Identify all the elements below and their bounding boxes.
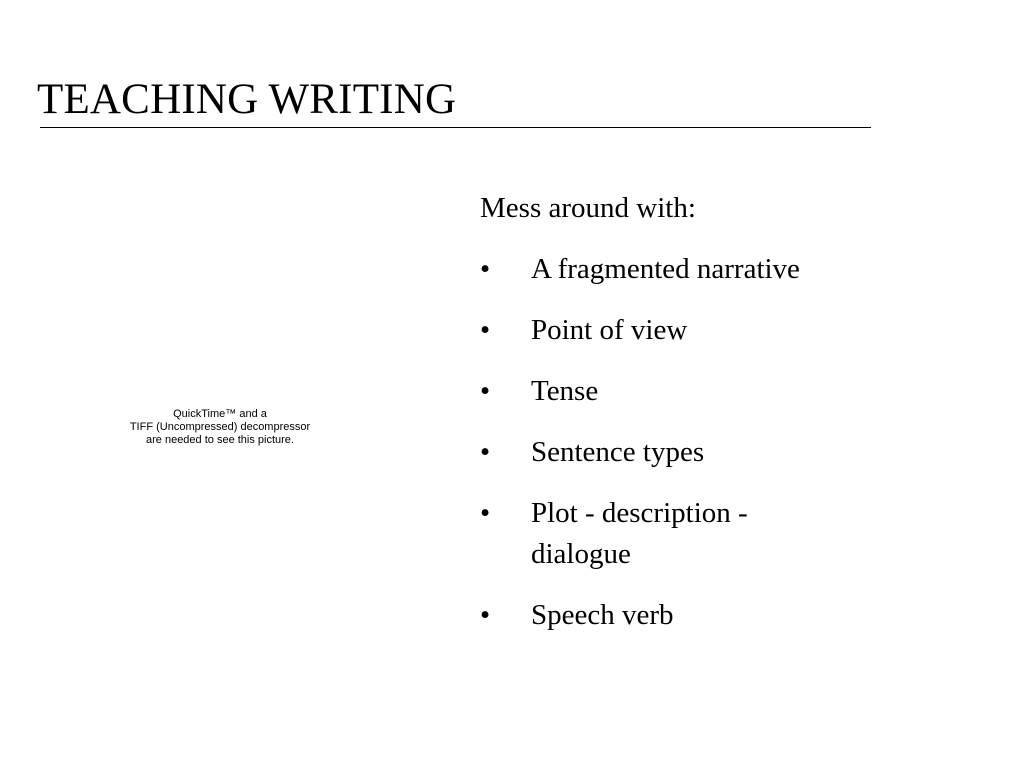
bullet-icon: • — [480, 314, 491, 346]
bullet-icon: • — [480, 599, 491, 631]
bullet-item — [480, 493, 900, 575]
intro-text: Mess around with: — [480, 192, 696, 224]
bullet-item — [480, 310, 900, 351]
bullet-item — [480, 595, 900, 636]
missing-image-placeholder — [110, 408, 330, 447]
bullet-list — [480, 249, 900, 636]
bullet-icon: • — [480, 436, 491, 468]
slide-title: TEACHING WRITING — [37, 76, 457, 123]
bullet-text: A fragmented narrative — [531, 253, 800, 285]
bullet-item — [480, 432, 900, 473]
bullet-icon: • — [480, 375, 491, 407]
content-block — [480, 188, 900, 656]
bullet-item — [480, 249, 900, 290]
placeholder-line: are needed to see this picture. — [146, 434, 294, 446]
bullet-text: Tense — [531, 375, 599, 407]
bullet-icon: • — [480, 253, 491, 285]
bullet-text: Plot - description - dialogue — [531, 497, 748, 570]
placeholder-line: TIFF (Uncompressed) decompressor — [129, 421, 311, 433]
title-divider — [40, 127, 871, 128]
bullet-icon: • — [480, 497, 491, 529]
bullet-item — [480, 371, 900, 412]
bullet-text: Speech verb — [531, 599, 674, 631]
bullet-text: Point of view — [531, 314, 688, 346]
placeholder-line: QuickTime™ and a — [173, 408, 267, 420]
bullet-text: Sentence types — [531, 436, 705, 468]
